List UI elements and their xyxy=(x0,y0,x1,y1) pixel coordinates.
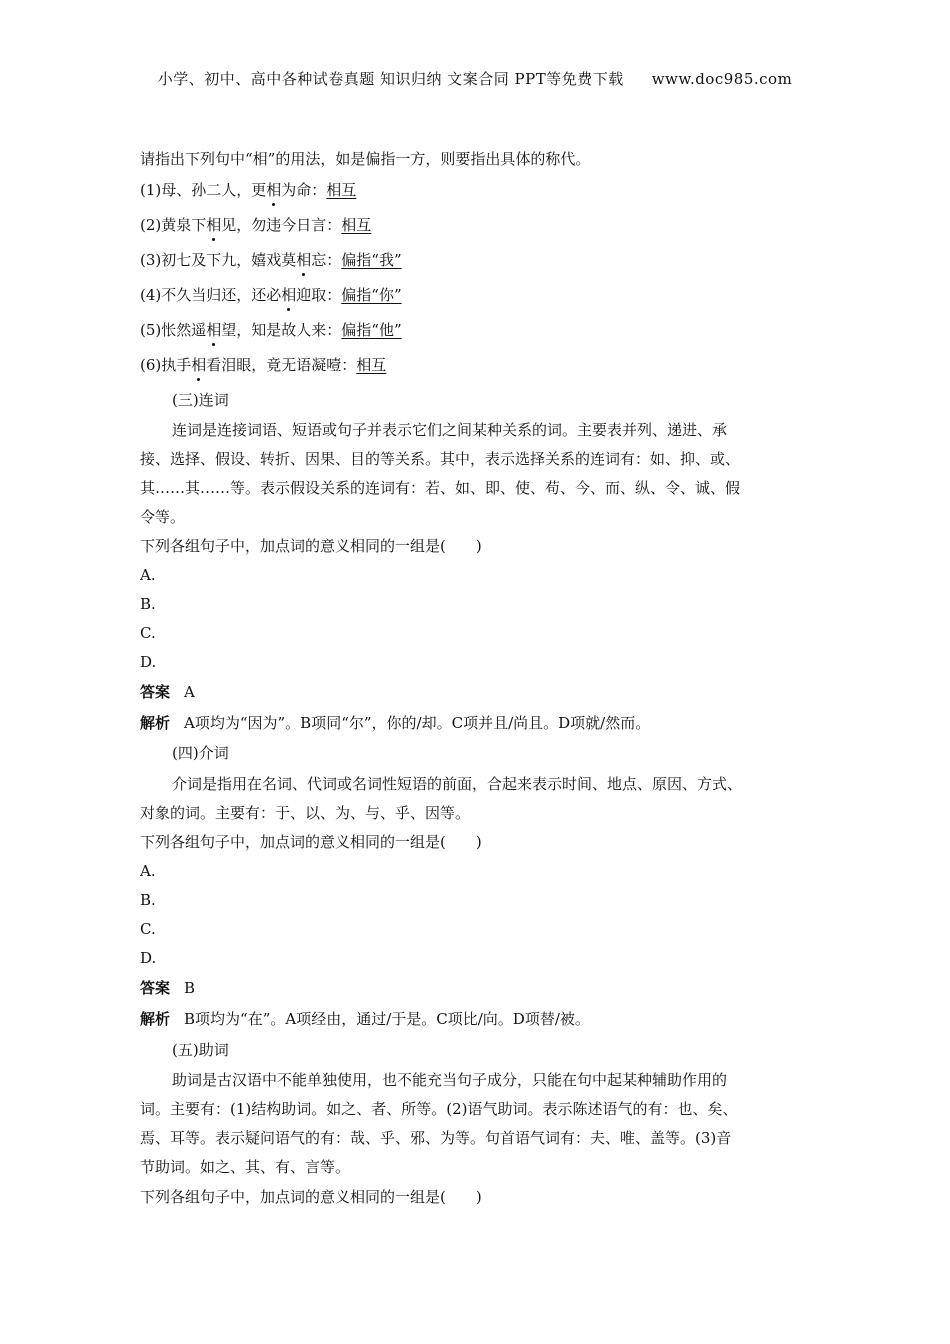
s4-paragraph-line-2: 对象的词。主要有：于、以、为、与、乎、因等。 xyxy=(140,804,471,822)
s3-analysis: 解析 A项均为“因为”。B项同“尔”，你的/却。C项并且/尚且。D项就/然而。 xyxy=(140,714,651,732)
intro-line: 请指出下列句中“相”的用法，如是偏指一方，则要指出具体的称代。 xyxy=(140,150,591,168)
s3-option-b: B. xyxy=(140,595,156,613)
s3-paragraph-line-2: 接、选择、假设、转折、因果、目的等关系。其中，表示选择关系的连词有：如、抑、或、 xyxy=(140,450,741,468)
dotted-word: 相 xyxy=(266,181,282,199)
s4-paragraph-line-1: 介词是指用在名词、代词或名词性短语的前面，合起来表示时间、地点、原因、方式、 xyxy=(172,775,743,793)
answer-6: 相互 xyxy=(356,356,387,374)
s4-analysis: 解析 B项均为“在”。A项经由，通过/于是。C项比/向。D项替/被。 xyxy=(140,1010,590,1028)
s3-paragraph-line-3: 其……其……等。表示假设关系的连词有：若、如、即、使、苟、今、而、纵、令、诚、假 xyxy=(140,479,741,497)
s5-question: 下列各组句子中，加点词的意义相同的一组是( ) xyxy=(140,1188,482,1206)
s3-question: 下列各组句子中，加点词的意义相同的一组是( ) xyxy=(140,537,482,555)
answer-4: 偏指“你” xyxy=(341,286,402,304)
item-2: (2)黄泉下相见，勿违今日言：相互 xyxy=(140,216,372,234)
section-title-particle: (五)助词 xyxy=(172,1041,229,1059)
item-6: (6)执手相看泪眼，竟无语凝噎：相互 xyxy=(140,356,387,374)
s3-paragraph-line-4: 令等。 xyxy=(140,508,186,526)
s3-option-a: A. xyxy=(140,566,156,584)
analysis-label: 解析 xyxy=(140,714,171,732)
dotted-word: 相 xyxy=(281,286,297,304)
s3-option-c: C. xyxy=(140,624,156,642)
answer-5: 偏指“他” xyxy=(341,321,402,339)
s4-option-b: B. xyxy=(140,891,156,909)
dotted-word: 相 xyxy=(296,251,312,269)
s3-answer: 答案 A xyxy=(140,683,195,701)
s5-paragraph-line-2: 词。主要有：(1)结构助词。如之、者、所等。(2)语气助词。表示陈述语气的有：也、矣、 xyxy=(140,1100,738,1118)
s5-paragraph-line-4: 节助词。如之、其、有、言等。 xyxy=(140,1158,351,1176)
item-4: (4)不久当归还，还必相迎取：偏指“你” xyxy=(140,286,402,304)
dotted-word: 相 xyxy=(206,216,222,234)
s5-paragraph-line-3: 焉、耳等。表示疑问语气的有：哉、乎、邪、为等。句首语气词有：夫、唯、盖等。(3)音 xyxy=(140,1129,732,1147)
s4-option-a: A. xyxy=(140,862,156,880)
s3-paragraph-line-1: 连词是连接词语、短语或句子并表示它们之间某种关系的词。主要表并列、递进、承 xyxy=(172,421,728,439)
page-header xyxy=(0,68,950,89)
header-text: 小学、初中、高中各种试卷真题 知识归纳 文案合同 PPT等免费下载 xyxy=(157,70,624,88)
s4-option-d: D. xyxy=(140,949,157,967)
s4-answer: 答案 B xyxy=(140,979,196,997)
answer-label: 答案 xyxy=(140,683,171,701)
answer-3: 偏指“我” xyxy=(341,251,402,269)
item-5: (5)怅然遥相望，知是故人来：偏指“他” xyxy=(140,321,402,339)
s5-paragraph-line-1: 助词是古汉语中不能单独使用，也不能充当句子成分，只能在句中起某种辅助作用的 xyxy=(172,1071,728,1089)
dotted-word: 相 xyxy=(191,356,207,374)
answer-1: 相互 xyxy=(326,181,357,199)
item-1: (1)母、孙二人，更相为命：相互 xyxy=(140,181,357,199)
answer-label: 答案 xyxy=(140,979,171,997)
section-title-preposition: (四)介词 xyxy=(172,744,229,762)
dotted-word: 相 xyxy=(206,321,222,339)
section-title-conjunction: (三)连词 xyxy=(172,391,229,409)
s3-option-d: D. xyxy=(140,653,157,671)
s4-option-c: C. xyxy=(140,920,156,938)
s4-question: 下列各组句子中，加点词的意义相同的一组是( ) xyxy=(140,833,482,851)
analysis-label: 解析 xyxy=(140,1010,171,1028)
item-3: (3)初七及下九，嬉戏莫相忘：偏指“我” xyxy=(140,251,402,269)
answer-2: 相互 xyxy=(341,216,372,234)
header-url[interactable]: www.doc985.com xyxy=(651,70,793,88)
